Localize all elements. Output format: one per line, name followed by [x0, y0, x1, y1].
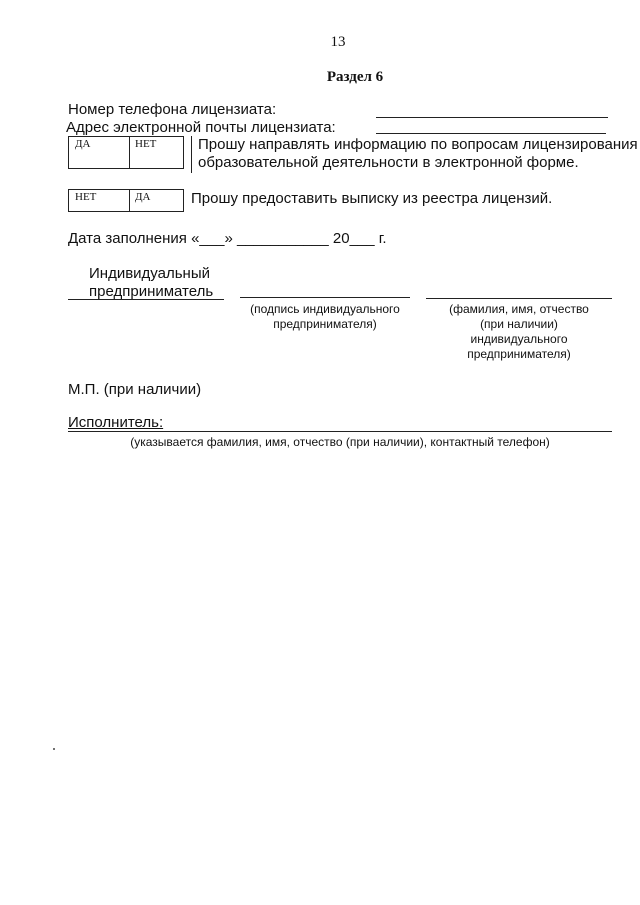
electronic-request-line-1: Прошу направлять информацию по вопросам лицензирования	[198, 136, 638, 153]
electronic-request-line-2: образовательной деятельности в электронной форме.	[198, 154, 579, 171]
extract-option-yes[interactable]: ДА	[135, 191, 151, 203]
signature-caption: (подпись индивидуального предпринимателя)	[250, 302, 400, 331]
phone-field-line[interactable]	[376, 117, 608, 118]
email-label: Адрес электронной почты лицензиата:	[66, 119, 336, 136]
email-field-line[interactable]	[376, 133, 606, 134]
fill-date[interactable]: Дата заполнения «___» ___________ 20___ г.	[68, 230, 387, 247]
page-number: 13	[330, 34, 346, 50]
extract-request-text: Прошу предоставить выписку из реестра лицензий.	[191, 190, 553, 207]
section-title: Раздел 6	[326, 69, 384, 85]
name-field-line[interactable]	[426, 298, 612, 299]
electronic-choice-box	[68, 136, 184, 169]
signer-line-2: предприниматель	[89, 283, 214, 300]
phone-label: Номер телефона лицензиата:	[68, 101, 277, 118]
stamp-label: М.П. (при наличии)	[68, 381, 202, 398]
name-caption: (фамилия, имя, отчество (при наличии) индивидуального предпринимателя)	[449, 302, 589, 361]
scan-speck	[53, 748, 55, 750]
electronic-option-yes[interactable]: ДА	[75, 138, 91, 150]
executor-label: Исполнитель:	[68, 414, 164, 431]
extract-choice-box	[68, 189, 184, 212]
text-bracket	[191, 136, 192, 173]
executor-field-line[interactable]	[68, 431, 612, 432]
electronic-option-no[interactable]: НЕТ	[135, 138, 157, 150]
signer-underline	[68, 299, 224, 300]
extract-option-no[interactable]: НЕТ	[75, 191, 97, 203]
executor-caption: (указывается фамилия, имя, отчество (при наличии), контактный телефон)	[130, 435, 550, 449]
signer-line-1: Индивидуальный	[89, 265, 210, 282]
signature-field-line[interactable]	[240, 297, 410, 298]
